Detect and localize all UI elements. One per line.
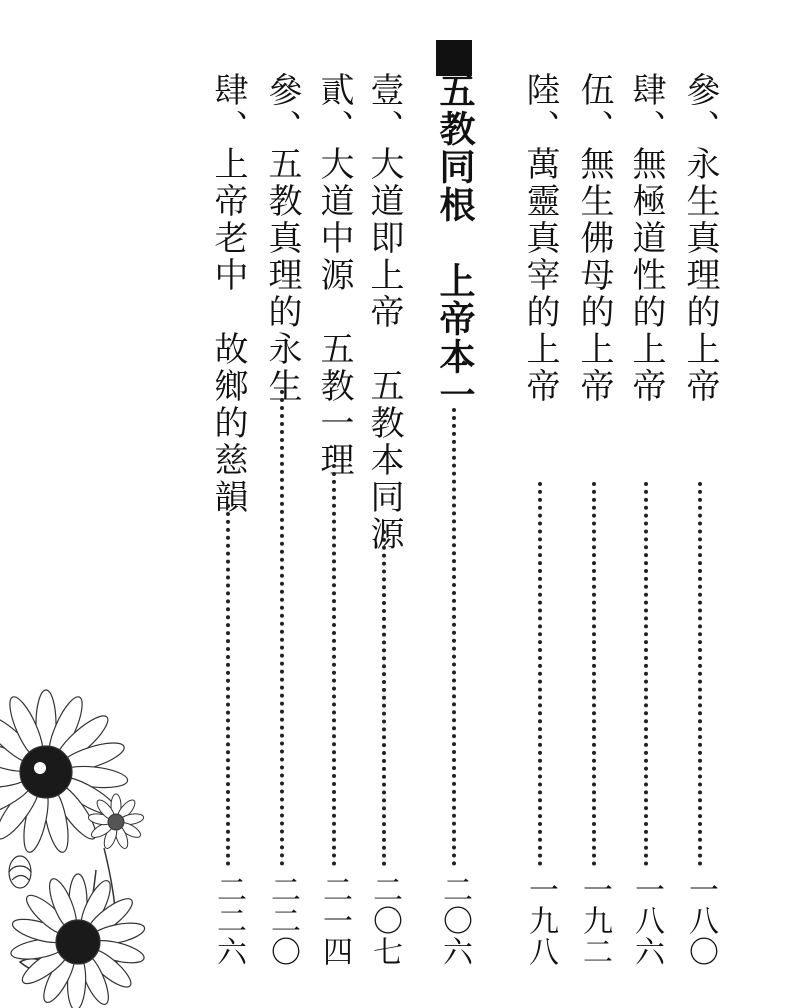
dot-leader [538, 482, 542, 866]
dot-leader [644, 482, 648, 866]
toc-entry-page: 二二六 [211, 874, 246, 967]
toc-section-wujiao-tonggen[interactable] [432, 72, 476, 967]
toc-entry-title: 肆、上帝老中 故鄉的慈韻 [208, 72, 248, 516]
toc-entry-page: 二一四 [317, 874, 352, 967]
toc-entry-title: 伍、無生佛母的上帝 [574, 72, 614, 405]
dot-leader [226, 504, 230, 866]
toc-entry-title: 參、永生真理的上帝 [680, 72, 720, 405]
toc-entry-shangdi-laozhong[interactable] [206, 72, 250, 967]
toc-entry-wanling-zhenzai[interactable] [518, 72, 562, 967]
toc-entry-dadao-zhongyuan[interactable] [312, 72, 356, 967]
toc-entry-title: 陸、萬靈真宰的上帝 [520, 72, 560, 405]
dot-leader [592, 482, 596, 866]
toc-entry-page: 一八〇 [683, 874, 718, 967]
toc-entry-page: 二〇七 [367, 874, 402, 967]
section-square-marker [436, 40, 472, 76]
sunflower-illustration-icon [0, 680, 180, 1008]
toc-entry-title: 貳、大道中源 五教一理 [314, 72, 354, 479]
toc-section-title: 五教同根 上帝本一 [434, 72, 475, 414]
toc-entry-page: 二〇六 [437, 874, 472, 967]
toc-entry-wujiao-zhenli-yongsheng[interactable] [260, 72, 304, 967]
dot-leader [332, 464, 336, 866]
toc-entry-page: 一八六 [629, 874, 664, 967]
dot-leader [280, 390, 284, 866]
dot-leader [698, 482, 702, 866]
toc-entry-yongsheng-zhenli[interactable] [678, 72, 722, 967]
dot-leader [382, 530, 386, 866]
dot-leader [452, 408, 456, 866]
toc-entry-title: 肆、無極道性的上帝 [626, 72, 666, 405]
toc-entry-page: 一九八 [523, 874, 558, 967]
toc-entry-title: 壹、大道即上帝 五教本同源 [364, 72, 404, 553]
toc-entry-title: 參、五教真理的永生 [262, 72, 302, 405]
toc-entry-page: 二二〇 [265, 874, 300, 967]
toc-entry-wusheng-fomu[interactable] [572, 72, 616, 967]
toc-entry-page: 一九二 [577, 874, 612, 967]
toc-entry-wuji-daoxing[interactable] [624, 72, 668, 967]
toc-entry-dadao-ji-shangdi[interactable] [362, 72, 406, 967]
